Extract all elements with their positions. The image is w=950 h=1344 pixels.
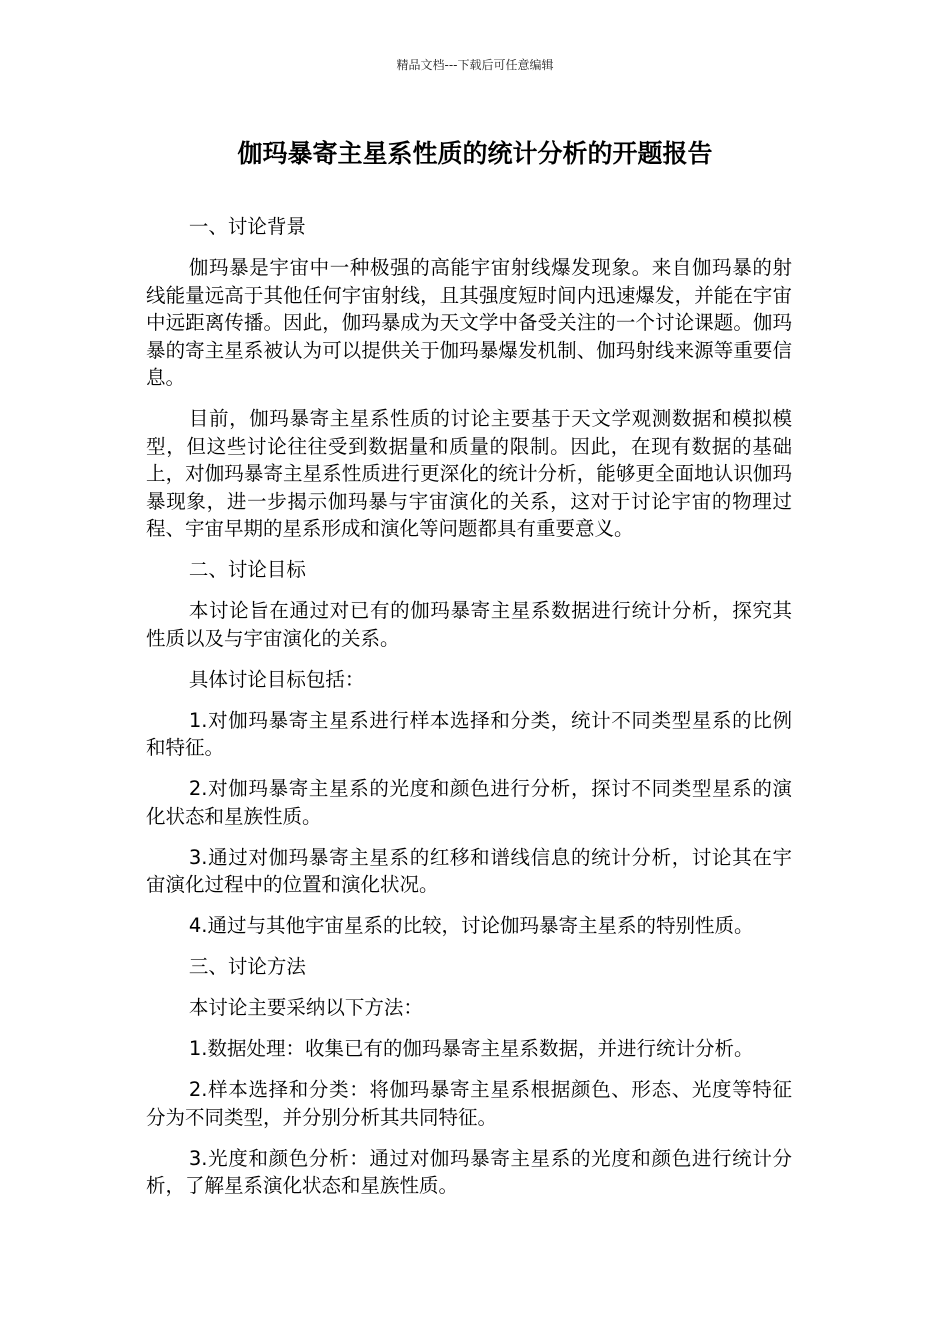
list-item-goal-1: 1.对伽玛暴寄主星系进行样本选择和分类，统计不同类型星系的比例和特征。 [146, 708, 792, 759]
list-item-goal-3: 3.通过对伽玛暴寄主星系的红移和谱线信息的统计分析，讨论其在宇宙演化过程中的位置和演化状况。 [146, 845, 792, 896]
list-item-goal-4: 4.通过与其他宇宙星系的比较，讨论伽玛暴寄主星系的特别性质。 [188, 914, 754, 937]
section-heading-goals: 二、讨论目标 [188, 558, 306, 581]
list-item-method-3: 3.光度和颜色分析：通过对伽玛暴寄主星系的光度和颜色进行统计分析，了解星系演化状态和星族性质。 [146, 1146, 792, 1197]
list-item-goal-2: 2.对伽玛暴寄主星系的光度和颜色进行分析，探讨不同类型星系的演化状态和星族性质。 [146, 777, 792, 828]
paragraph-goals-list-intro: 具体讨论目标包括： [188, 667, 365, 691]
list-item-method-2: 2.样本选择和分类：将伽玛暴寄主星系根据颜色、形态、光度等特征分为不同类型，并分别分析其共同特征。 [146, 1078, 792, 1129]
paragraph-goals-intro: 本讨论旨在通过对已有的伽玛暴寄主星系数据进行统计分析，探究其性质以及与宇宙演化的关系。 [146, 599, 792, 650]
paragraph-background-2: 目前，伽玛暴寄主星系性质的讨论主要基于天文学观测数据和模拟模型，但这些讨论往往受到数据量和质量的限制。因此，在现有数据的基础上，对伽玛暴寄主星系性质进行更深化的统计分析，能够更全面地认识伽玛暴现象，进一步揭示伽玛暴与宇宙演化的关系，这对于讨论宇宙的物理过程、宇宙早期的星系形成和演化等问题都具有重要意义。 [146, 407, 792, 540]
section-heading-methods: 三、讨论方法 [188, 955, 306, 978]
document-title: 伽玛暴寄主星系性质的统计分析的开题报告 [237, 139, 713, 168]
document-body [146, 213, 792, 1213]
list-item-method-1: 1.数据处理：收集已有的伽玛暴寄主星系数据，并进行统计分析。 [188, 1037, 754, 1060]
header-watermark: 精品文档---下载后可任意编辑 [396, 58, 554, 72]
section-heading-background: 一、讨论背景 [188, 215, 306, 238]
paragraph-methods-intro: 本讨论主要采纳以下方法： [188, 996, 423, 1019]
paragraph-background-1: 伽玛暴是宇宙中一种极强的高能宇宙射线爆发现象。来自伽玛暴的射线能量远高于其他任何宇宙射线，且其强度短时间内迅速爆发，并能在宇宙中远距离传播。因此，伽玛暴成为天文学中备受关注的一个讨论课题。伽玛暴的寄主星系被认为可以提供关于伽玛暴爆发机制、伽玛射线来源等重要信息。 [146, 256, 792, 389]
